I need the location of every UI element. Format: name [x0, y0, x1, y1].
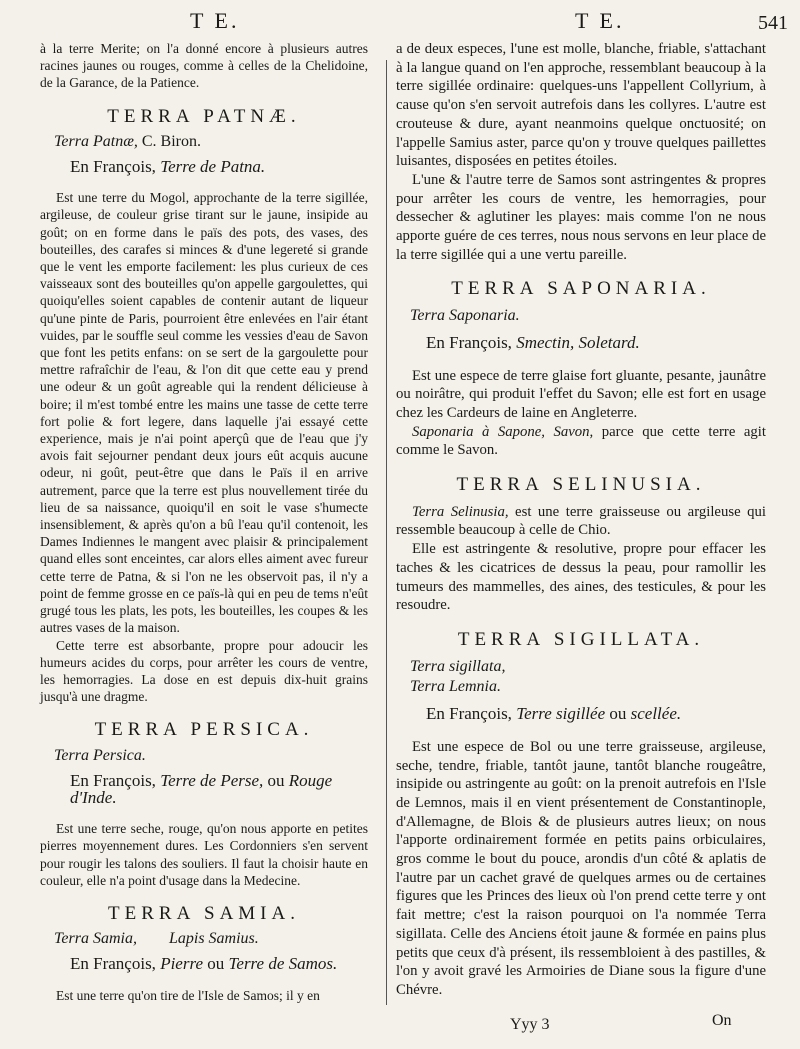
running-head-right: T E.	[575, 8, 625, 33]
catchword: On	[712, 1012, 732, 1029]
heading-terra-samia: TERRA SAMIA.	[108, 902, 300, 924]
paragraph-sigillata: Est une espece de Bol ou une terre graisseuse, argileuse, seche, tendre, friable, tantôt jaune, tantôt blanche rougeâtre, insipide ou astringente au goût: on la prenoit autrefois en l'Isle de Lemnos, mais il en vient présentement de Constantinople, d'Allemagne, de Blois & de plusieurs autres lieux; on nous l'apporte ordinairement formée en petits pains orbiculaires, gros comme le bout du pouce, arondis d'un côté & aplatis de l'autre par un cachet gravé de quelques armes ou de certaines figures que les Princes des lieux où l'on prend cette terre y ont fait mettre; c'est la raison pourquoi on l'a nommée Terra sigillata. Celle des Anciens étoit jaune & formée en pains plus petits que ceux d'à présent, ils ressembloient à des pastilles, & l'on y avoit gravé les Armoiries de Diane sous la figure d'une Chévre.	[396, 738, 766, 998]
french-term-alt: Soletard.	[574, 332, 640, 352]
paragraph-saponaria-etymology	[396, 423, 766, 460]
paragraph-samia-start: Est une terre qu'on tire de l'Isle de Samos; il y en	[56, 987, 320, 1003]
french-term: Terre sigillée	[516, 704, 606, 724]
paragraph-text: est une terre graisseuse ou argileuse qui ressemble beaucoup à celle de Chio.	[396, 503, 766, 539]
synonym-samia	[54, 930, 368, 947]
heading-terra-selinusia: TERRA SELINUSIA.	[456, 474, 706, 496]
right-column	[396, 40, 766, 1000]
synonym-latin-alt: Lapis Samius.	[168, 930, 259, 948]
french-prefix: En François,	[426, 704, 517, 724]
signature-mark: Yyy 3	[510, 1016, 550, 1033]
french-name-persica	[70, 772, 368, 806]
paragraph-patnae-description: Est une terre du Mogol, approchante de la terre sigillée, argileuse, de couleur grise tirant sur le jaune, insipide au goût; on en forme dans le païs des pots, des vases, des bouteilles, des carafes si minces & d'une legereté si grande que le vent les emporte facilement: les plus curieux de ces vaisseaux sont des bouteilles qu'on appelle gargoulettes, qui quoiqu'elles soient capables de contenir autant de liqueur qu'une pinte de Paris, pourroient être enlevées en l'air étant vuides, par le souffle seul comme les vessies d'eau de Savon que font les petits enfans: on se sert de la gargoulette pour mettre rafraîchir de l'eau, & l'on dit que cette eau y prend une odeur & un goût agreable qui la rendent délicieuse à boire; il m'est tombé entre les mains une tasse de cette terre fort polie & fort legere, dans laquelle j'ai essayé cette experience, mais je n'ai point aperçû que de l'eau que j'y avois fait sejourner pendant deux jours eût acquis aucune odeur, ni goût, peut-être que dans le Païs il en arrive autrement, parce que la terre est plus nouvellement tirée du lieu de sa naissance, quoiqu'il en soit le vase s'humecte insensiblement, & après qu'on a bû l'eau qu'il contenoit, les Dames Indiennes le mangent avec plaisir & principalement quand elles sont enceintes, car alors elles aiment avec fureur cette terre de Patna, & si l'on ne les observoit pas, il n'y a point de femme grosse en ce païs-là qui en peu de tems n'eût grugé tous les plats, les pots, les bouteilles, les coupes & les autres vases de la maison.	[40, 190, 368, 636]
left-column	[40, 40, 368, 1004]
french-prefix: En François,	[426, 332, 517, 352]
paragraph-samia-continued: a de deux especes, l'une est molle, blanche, friable, s'attachant à la langue quand on l'en approche, ressemblant beaucoup à la terre sigillée ordinaire: quelques-uns l'appellent Collyrium, à cause qu'on s'en servoit autrefois dans les collyres. L'autre est crouteuse & dure, ayant neanmoins quelque onctuosité; on l'appelle Samius aster, parce qu'on y trouve quelques paillettes luisantes, disposées en petites étoiles.	[396, 41, 766, 170]
french-term-alt: Rouge d'Inde.	[70, 770, 333, 807]
heading-terra-patnae: TERRA PATNÆ.	[107, 105, 301, 127]
french-name-samia	[70, 955, 368, 972]
paragraph-patnae-uses: Cette terre est absorbante, propre pour adoucir les humeurs acides du corps, pour arrêter les cours de ventre, les hemorragies. La dose en est depuis dix-huit grains jusqu'à une dragme.	[40, 637, 368, 705]
heading-terra-saponaria: TERRA SAPONARIA.	[451, 278, 711, 300]
paragraph-selinusia-properties: Elle est astringente & resolutive, propre pour effacer les taches & les cicatrices de dessus la peau, pour ramollir les tumeurs des mammelles, des aines, des testicules, & pour les resoudre.	[396, 541, 766, 614]
synonym-patnae	[54, 133, 368, 150]
french-term: Pierre	[160, 954, 203, 974]
paragraph-persica: Est une terre seche, rouge, qu'on nous apporte en petites pierres moyennement dures. Les Cordonniers s'en servent pour rougir les talons des souliers. Il faut la choisir haute en couleur, elle n'a point d'usage dans la Medecine.	[40, 821, 368, 888]
page-number: 541	[758, 12, 788, 34]
french-term: Terre de Perse,	[160, 770, 264, 790]
running-head-left: T E.	[190, 8, 240, 33]
column-divider	[386, 60, 387, 1005]
french-name-sigillata	[426, 705, 766, 724]
french-name-saponaria	[426, 334, 766, 353]
french-or: ou	[203, 954, 229, 974]
italic-term: Terra Selinusia,	[412, 503, 509, 520]
synonym-latin: Terra Samia,	[54, 930, 137, 948]
french-term-alt: scellée.	[630, 704, 682, 724]
french-prefix: En François,	[70, 770, 161, 790]
french-or: ou	[263, 770, 289, 790]
french-prefix: En François,	[70, 954, 161, 974]
synonym-persica: Terra Persica.	[54, 746, 146, 764]
synonym-latin: Terra Patnæ,	[54, 132, 138, 150]
paragraph-text: parce que cette terre agit comme le Savon.	[396, 423, 766, 459]
heading-terra-persica: TERRA PERSICA.	[94, 719, 314, 741]
french-term-alt: Terre de Samos.	[228, 954, 338, 974]
french-or: ou	[605, 704, 631, 724]
french-term: Smectin,	[516, 332, 575, 352]
paragraph-selinusia	[396, 503, 766, 540]
heading-terra-sigillata: TERRA SIGILLATA.	[457, 628, 705, 650]
intro-paragraph: à la terre Merite; on l'a donné encore à plusieurs autres racines jaunes ou rouges, comme à celles de la Chelidoine, de la Garance, de la Patience.	[40, 41, 368, 91]
synonym-author: C. Biron.	[137, 132, 201, 150]
french-name-patnae	[70, 158, 368, 175]
synonym-saponaria: Terra Saponaria.	[410, 307, 520, 325]
paragraph-samia-properties: L'une & l'autre terre de Samos sont astringentes & propres pour arrêter les cours de ventre, les hemorragies, pour dessecher & aglutiner les playes: mais comme l'on ne nous apporte guére de ces terres, nous nous servons en leur place de la terre sigillée qui a une vertu pareille.	[396, 171, 766, 263]
synonym-sigillata: Terra sigillata,	[410, 657, 506, 675]
synonym-lemnia: Terra Lemnia.	[410, 678, 501, 696]
italic-term: Saponaria à Sapone, Savon,	[412, 423, 594, 440]
french-prefix: En François,	[70, 157, 161, 177]
paragraph-saponaria: Est une espece de terre glaise fort gluante, pesante, jaunâtre ou noirâtre, qui produit l'effet du Savon; elle est fort en usage chez les Cardeurs de laine en Angleterre.	[396, 367, 766, 421]
french-term: Terre de Patna.	[160, 157, 266, 177]
